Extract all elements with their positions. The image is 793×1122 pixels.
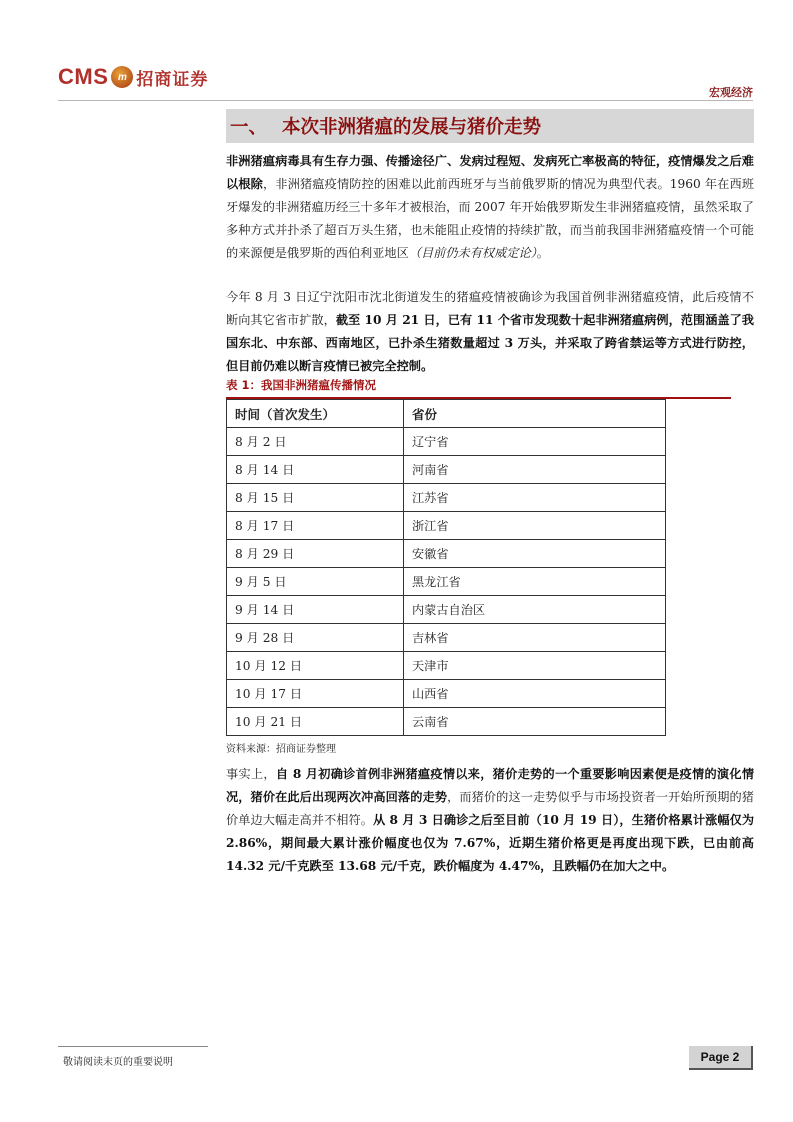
table-row	[227, 652, 666, 680]
p3-text1: 事实上，	[226, 767, 276, 781]
table-row	[227, 512, 666, 540]
company-logo	[58, 64, 208, 90]
section-label: 宏观经济	[709, 86, 753, 99]
cell-date: 8 月 14 日	[227, 456, 404, 484]
cell-date: 9 月 28 日	[227, 624, 404, 652]
footer-divider	[58, 1046, 208, 1047]
cell-date: 8 月 17 日	[227, 512, 404, 540]
logo-text: CMS	[58, 64, 109, 89]
table-row	[227, 568, 666, 596]
cell-date: 9 月 14 日	[227, 596, 404, 624]
section-title: 本次非洲猪瘟的发展与猪价走势	[282, 117, 542, 138]
cell-date: 8 月 15 日	[227, 484, 404, 512]
cell-date: 8 月 29 日	[227, 540, 404, 568]
section-number: 一、	[230, 117, 268, 138]
p3-bold1: 自 8 月初确诊首例非洲猪瘟疫情以来，猪价走势的一个重要影响因素便是疫情的演化情况，猪价在此后出现两次冲高回落的走势	[226, 767, 755, 804]
cell-province: 辽宁省	[404, 428, 666, 456]
table-header-row	[227, 400, 666, 428]
p2-text: 今年 8 月 3 日辽宁沈阳市沈北街道发生的猪瘟疫情被确诊为我国首例非洲猪瘟疫情，此后疫情不断向其它省市扩散，	[226, 290, 754, 327]
p3-bold2: 从 8 月 3 日确诊之后至目前（10 月 19 日），生猪价格累计涨幅仅为 2.86%，期间最大累计涨价幅度也仅为 7.67%，近期生猪价格更是再度出现下跌，已由前高 14.32 元/千克跌至 13.68 元/千克，跌价幅度为 4.47%，且跌幅仍在加大之中。	[226, 813, 755, 873]
spread-table	[226, 399, 666, 736]
page-number: Page 2	[689, 1046, 753, 1070]
table-row	[227, 540, 666, 568]
paragraph-1	[226, 150, 754, 265]
p1-italic: （目前仍未有权威定论）	[408, 246, 537, 260]
cell-province: 江苏省	[404, 484, 666, 512]
header-divider	[58, 100, 753, 101]
cell-date: 8 月 2 日	[227, 428, 404, 456]
p1-end: 。	[536, 246, 549, 260]
table-row	[227, 428, 666, 456]
logo-cn-text: 招商证券	[136, 69, 209, 90]
cell-province: 山西省	[404, 680, 666, 708]
column-header-province: 省份	[404, 400, 666, 428]
section-title-bar	[226, 109, 754, 143]
table-row	[227, 456, 666, 484]
cell-province: 浙江省	[404, 512, 666, 540]
paragraph-2	[226, 286, 754, 378]
table-caption: 表 1：我国非洲猪瘟传播情况	[226, 378, 377, 392]
cell-date: 10 月 12 日	[227, 652, 404, 680]
table-source: 资料来源：招商证券整理	[226, 744, 336, 755]
table-row	[227, 624, 666, 652]
cell-province: 云南省	[404, 708, 666, 736]
p3-text2: ，而猪价的这一走势似乎与市场投资者一开始所预期的猪价单边大幅走高并不相符。	[226, 790, 754, 827]
table-row	[227, 708, 666, 736]
p1-bold: 非洲猪瘟病毒具有生存力强、传播途径广、发病过程短、发病死亡率极高的特征，疫情爆发之后难以根除	[226, 154, 754, 191]
cell-date: 9 月 5 日	[227, 568, 404, 596]
cell-province: 河南省	[404, 456, 666, 484]
table-row	[227, 596, 666, 624]
table-row	[227, 680, 666, 708]
cell-province: 吉林省	[404, 624, 666, 652]
cell-province: 天津市	[404, 652, 666, 680]
cell-province: 黑龙江省	[404, 568, 666, 596]
p1-text: ，非洲猪瘟疫情防控的困难以此前西班牙与当前俄罗斯的情况为典型代表。1960 年在西班牙爆发的非洲猪瘟历经三十多年才被根治，而 2007 年开始俄罗斯发生非洲猪瘟疫情，虽然采取了多种方式并扑杀了超百万头生猪，也未能阻止疫情的持续扩散，而当前我国非洲猪瘟疫情一个可能的来源便是俄罗斯的西伯利亚地区	[226, 177, 755, 260]
cell-province: 内蒙古自治区	[404, 596, 666, 624]
logo-badge-icon: m	[111, 66, 133, 88]
cell-province: 安徽省	[404, 540, 666, 568]
p2-bold: 截至 10 月 21 日，已有 11 个省市发现数十起非洲猪瘟病例，范围涵盖了我国东北、中东部、西南地区，已扑杀生猪数量超过 3 万头，并采取了跨省禁运等方式进行防控，但目前仍难以断言疫情已被完全控制。	[226, 313, 754, 373]
cell-date: 10 月 21 日	[227, 708, 404, 736]
paragraph-3	[226, 763, 754, 878]
column-header-time: 时间（首次发生）	[227, 400, 404, 428]
table-row	[227, 484, 666, 512]
cell-date: 10 月 17 日	[227, 680, 404, 708]
footer-note: 敬请阅读末页的重要说明	[63, 1057, 173, 1068]
